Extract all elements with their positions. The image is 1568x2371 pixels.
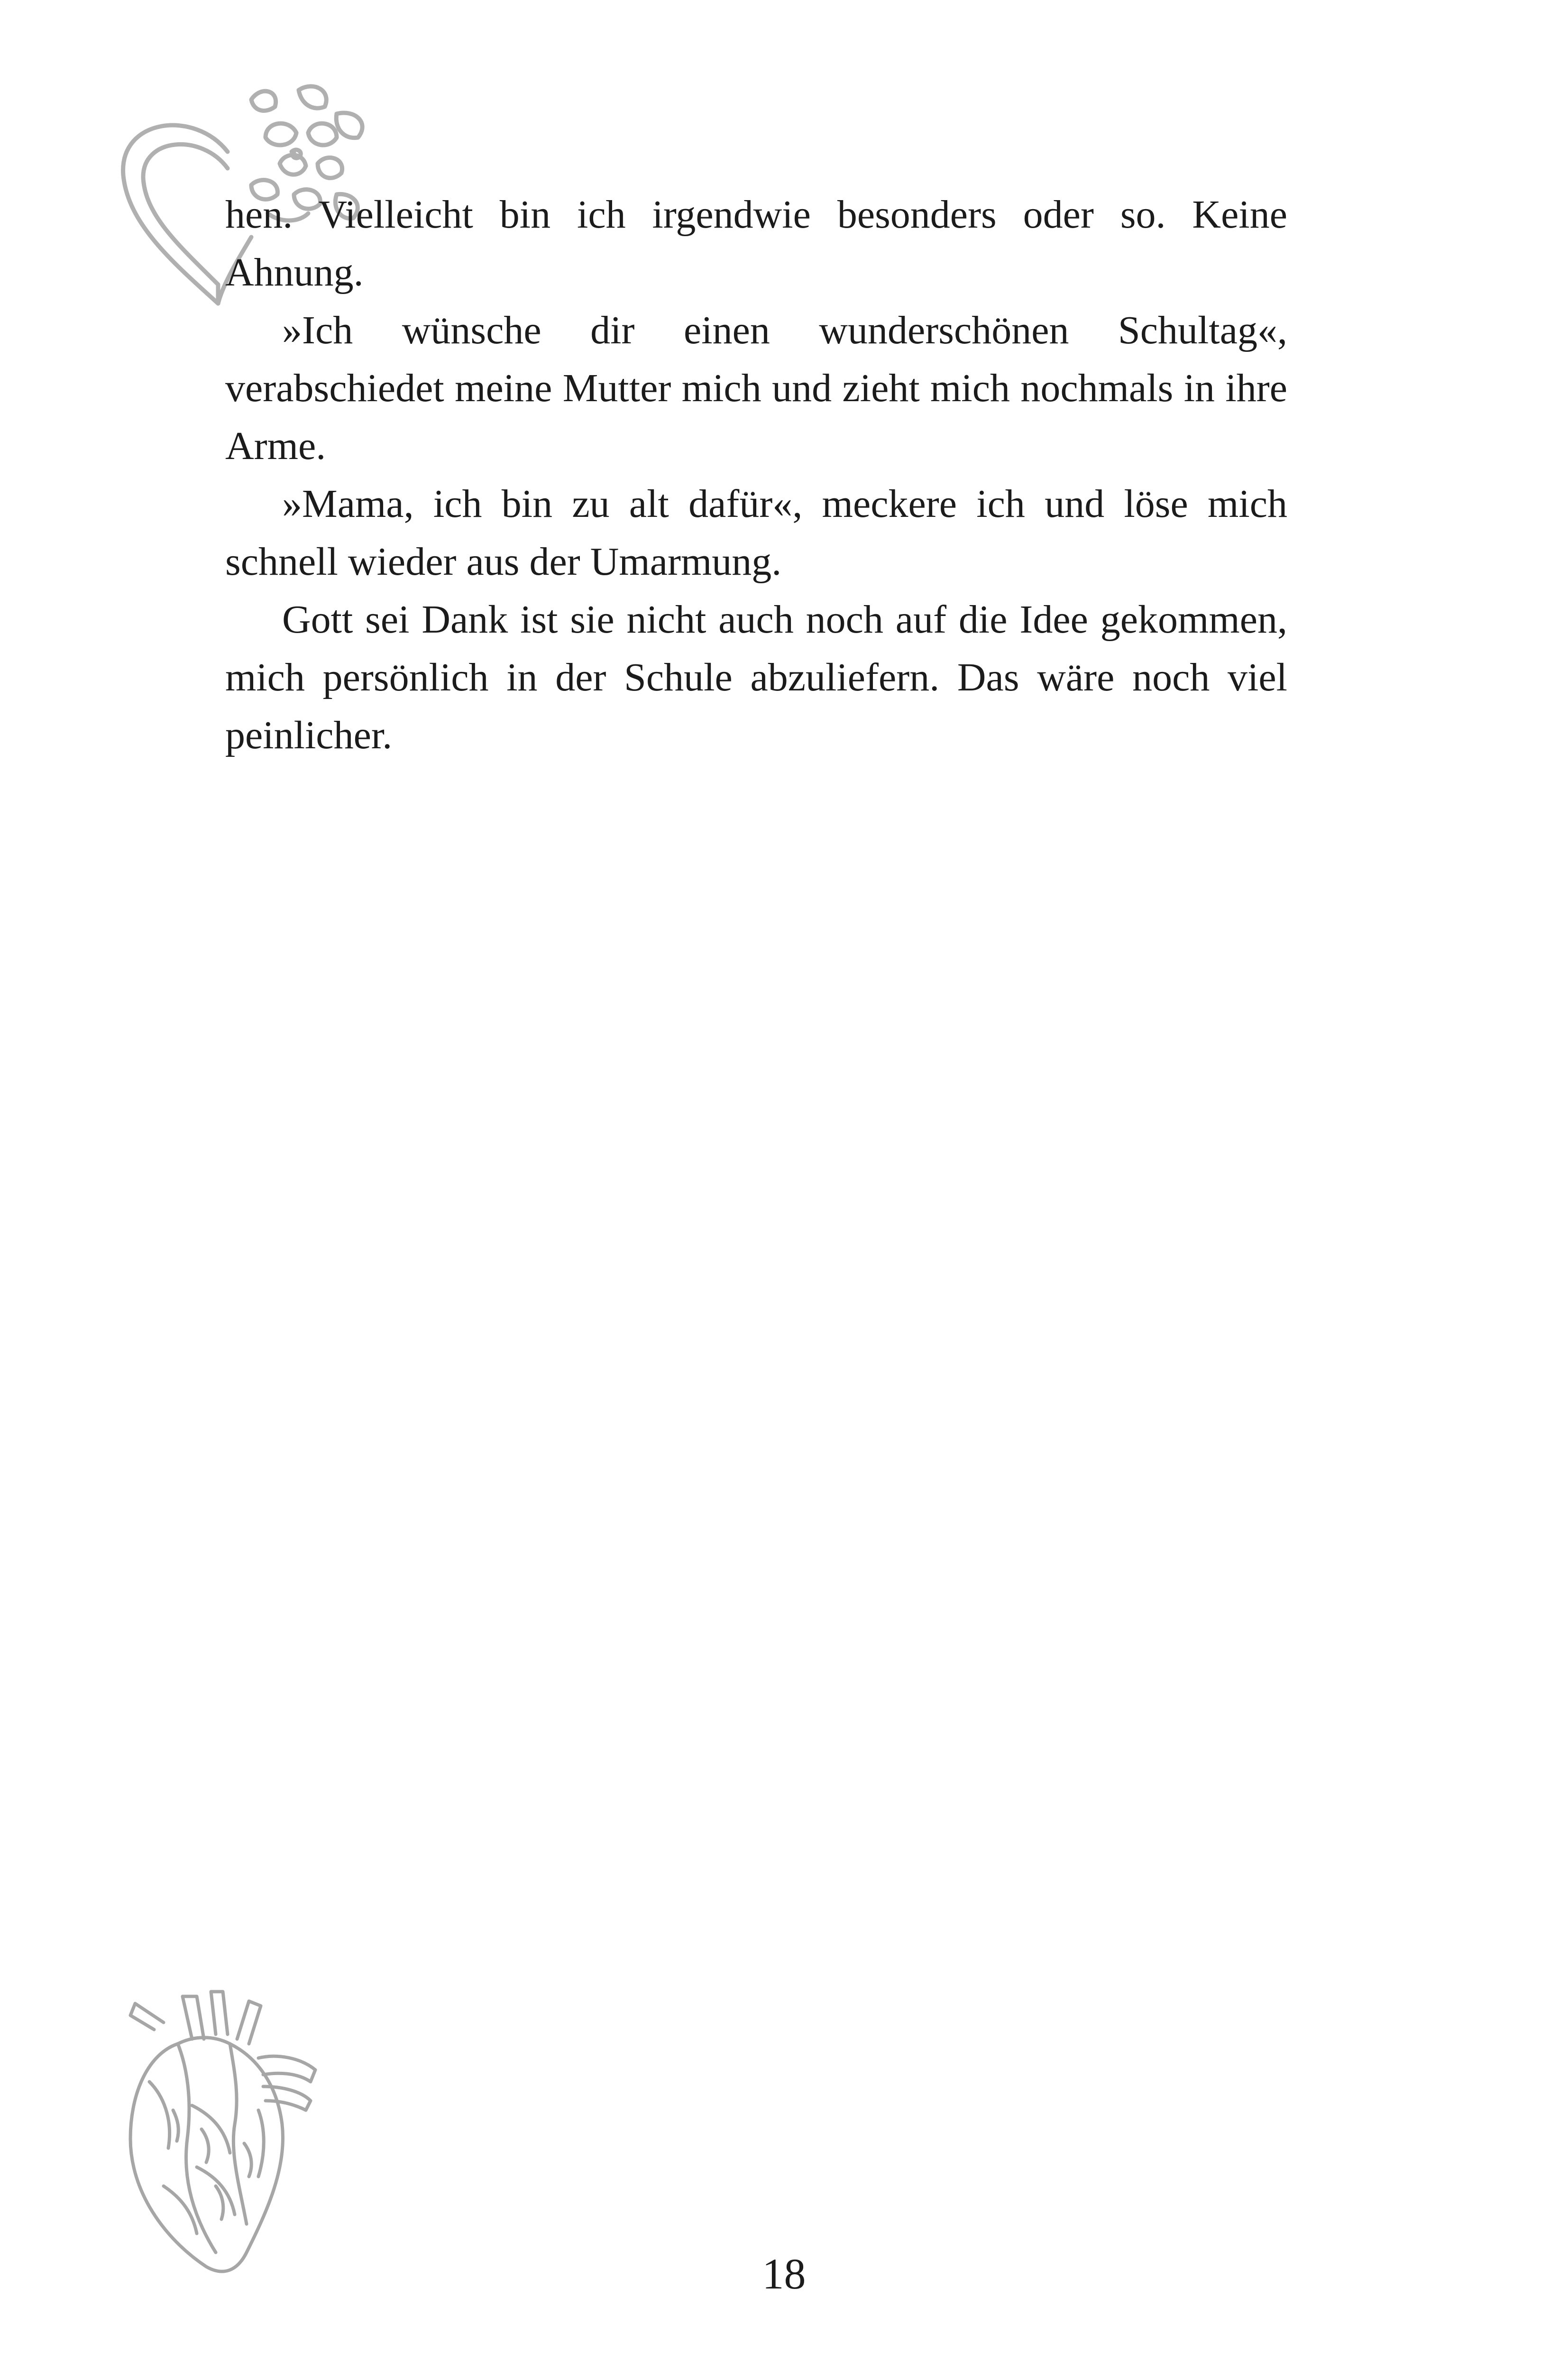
paragraph-2: »Ich wünsche dir einen wunderschönen Schultag«, verabschiedet meine Mutter mich und zieht mich nochmals in ihre Arme.: [225, 308, 1287, 468]
paragraph-4: Gott sei Dank ist sie nicht auch noch auf die Idee gekommen, mich persönlich in der Schule abzuliefern. Das wäre noch viel peinlicher.: [225, 597, 1287, 757]
paragraph-1: hen. Vielleicht bin ich irgendwie besonders oder so. Keine Ahnung.: [225, 193, 1287, 294]
page-number: 18: [762, 2250, 806, 2298]
anatomical-heart-icon: [121, 1987, 330, 2281]
paragraph-3: »Mama, ich bin zu alt dafür«, meckere ich und löse mich schnell wieder aus der Umarmung.: [225, 482, 1287, 584]
body-text: [225, 186, 1287, 764]
